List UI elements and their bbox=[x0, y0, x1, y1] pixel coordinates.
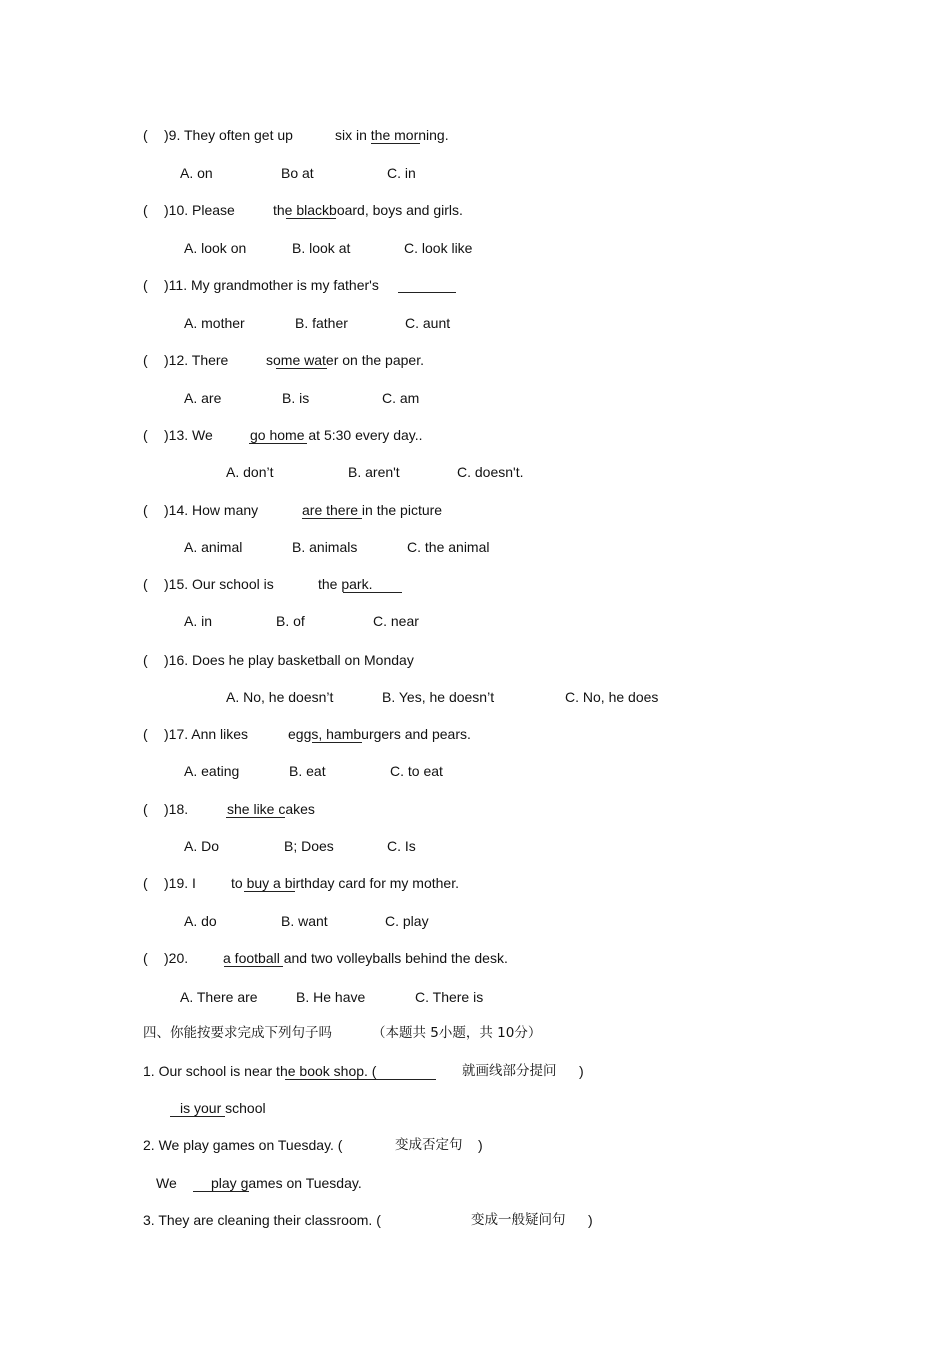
option-a: A. in bbox=[184, 613, 213, 629]
option-b: B; Does bbox=[284, 838, 334, 854]
answer-blank bbox=[398, 292, 456, 293]
option-b: B. father bbox=[295, 315, 348, 331]
underline bbox=[302, 518, 362, 519]
underline bbox=[244, 891, 295, 892]
option-a: A. do bbox=[184, 913, 217, 929]
answer-paren: ( bbox=[143, 127, 148, 143]
answer-paren: ( bbox=[143, 427, 148, 443]
option-c: C. look like bbox=[404, 240, 473, 256]
question-stem: )12. There bbox=[164, 352, 229, 368]
question-stem: )11. My grandmother is my father's bbox=[164, 277, 379, 293]
question-stem-rest: the park. bbox=[318, 576, 373, 592]
answer-paren: ( bbox=[143, 726, 148, 742]
question-stem: )19. I bbox=[164, 875, 196, 891]
option-c: C. There is bbox=[415, 989, 484, 1005]
option-c: C. Is bbox=[387, 838, 416, 854]
question-stem: )20. bbox=[164, 950, 189, 966]
option-b: B. eat bbox=[289, 763, 326, 779]
option-b: B. is bbox=[282, 390, 310, 406]
underline bbox=[312, 742, 362, 743]
answer-paren: ( bbox=[143, 801, 148, 817]
option-c: C. in bbox=[387, 165, 416, 181]
answer-paren: ( bbox=[143, 652, 148, 668]
option-c: C. play bbox=[385, 913, 429, 929]
option-c: C. doesn't. bbox=[457, 464, 524, 480]
answer-paren: ( bbox=[143, 950, 148, 966]
option-b: B. Yes, he doesn’t bbox=[382, 689, 495, 705]
answer-blank bbox=[170, 1116, 225, 1117]
underline bbox=[224, 966, 283, 967]
question-stem: )13. We bbox=[164, 427, 213, 443]
item-1-close: ) bbox=[579, 1063, 584, 1079]
item-1-instruction: 就画线部分提问 bbox=[462, 1063, 557, 1079]
option-b: B. aren't bbox=[348, 464, 400, 480]
item-1-answer: is your school bbox=[180, 1100, 266, 1116]
underline bbox=[286, 218, 336, 219]
underline bbox=[226, 817, 285, 818]
item-3-prompt: 3. They are cleaning their classroom. ( bbox=[143, 1212, 381, 1228]
question-stem-rest: she like cakes bbox=[227, 801, 315, 817]
option-b: B. want bbox=[281, 913, 328, 929]
question-stem: )16. Does he play basketball on Monday bbox=[164, 652, 414, 668]
question-stem-rest: six in the morning. bbox=[335, 127, 449, 143]
question-stem-rest: the blackboard, boys and girls. bbox=[273, 202, 463, 218]
option-a: A. There are bbox=[180, 989, 258, 1005]
underline bbox=[343, 592, 402, 593]
option-c: C. to eat bbox=[390, 763, 443, 779]
option-b: Bo at bbox=[281, 165, 314, 181]
question-stem-rest: some water on the paper. bbox=[266, 352, 424, 368]
answer-paren: ( bbox=[143, 875, 148, 891]
item-3-close: ) bbox=[588, 1212, 593, 1228]
item-3-instruction: 变成一般疑问句 bbox=[471, 1212, 566, 1228]
item-2-instruction: 变成否定句 bbox=[395, 1137, 463, 1153]
option-b: B. animals bbox=[292, 539, 358, 555]
question-stem-rest: a football and two volleyballs behind the desk. bbox=[223, 950, 508, 966]
option-a: A. are bbox=[184, 390, 222, 406]
section-heading: 四、你能按要求完成下列句子吗 bbox=[143, 1025, 332, 1041]
question-stem: )14. How many bbox=[164, 502, 259, 518]
item-2-prompt: 2. We play games on Tuesday. ( bbox=[143, 1137, 343, 1153]
option-c: C. No, he does bbox=[565, 689, 659, 705]
question-stem: )17. Ann likes bbox=[164, 726, 249, 742]
option-c: C. am bbox=[382, 390, 420, 406]
question-stem: )10. Please bbox=[164, 202, 235, 218]
option-a: A. don’t bbox=[226, 464, 274, 480]
answer-paren: ( bbox=[143, 352, 148, 368]
option-c: C. near bbox=[373, 613, 419, 629]
answer-paren: ( bbox=[143, 277, 148, 293]
option-a: A. eating bbox=[184, 763, 240, 779]
underline bbox=[249, 443, 307, 444]
answer-paren: ( bbox=[143, 576, 148, 592]
item-1-prompt: 1. Our school is near the book shop. ( bbox=[143, 1063, 377, 1079]
question-stem: )18. bbox=[164, 801, 189, 817]
option-b: B. of bbox=[276, 613, 305, 629]
item-2-close: ) bbox=[478, 1137, 483, 1153]
question-stem-rest: to buy a birthday card for my mother. bbox=[231, 875, 459, 891]
option-a: A. animal bbox=[184, 539, 243, 555]
section-note: （本题共 5小题，共 10分） bbox=[372, 1025, 542, 1041]
item-2-answer-pre: We bbox=[156, 1175, 177, 1191]
question-stem-rest: are there in the picture bbox=[302, 502, 443, 518]
option-a: A. look on bbox=[184, 240, 247, 256]
question-stem: )9. They often get up bbox=[164, 127, 293, 143]
question-stem-rest: eggs, hamburgers and pears. bbox=[288, 726, 471, 742]
underline bbox=[276, 368, 327, 369]
answer-blank bbox=[193, 1191, 249, 1192]
item-2-answer: play games on Tuesday. bbox=[211, 1175, 362, 1191]
option-c: C. aunt bbox=[405, 315, 451, 331]
option-a: A. No, he doesn’t bbox=[226, 689, 334, 705]
option-c: C. the animal bbox=[407, 539, 490, 555]
question-stem: )15. Our school is bbox=[164, 576, 274, 592]
option-a: A. Do bbox=[184, 838, 220, 854]
option-b: B. look at bbox=[292, 240, 351, 256]
question-stem-rest: go home at 5:30 every day.. bbox=[250, 427, 423, 443]
answer-paren: ( bbox=[143, 202, 148, 218]
answer-paren: ( bbox=[143, 502, 148, 518]
underline bbox=[371, 143, 420, 144]
option-b: B. He have bbox=[296, 989, 366, 1005]
option-a: A. mother bbox=[184, 315, 245, 331]
underline bbox=[285, 1079, 436, 1080]
option-a: A. on bbox=[180, 165, 213, 181]
